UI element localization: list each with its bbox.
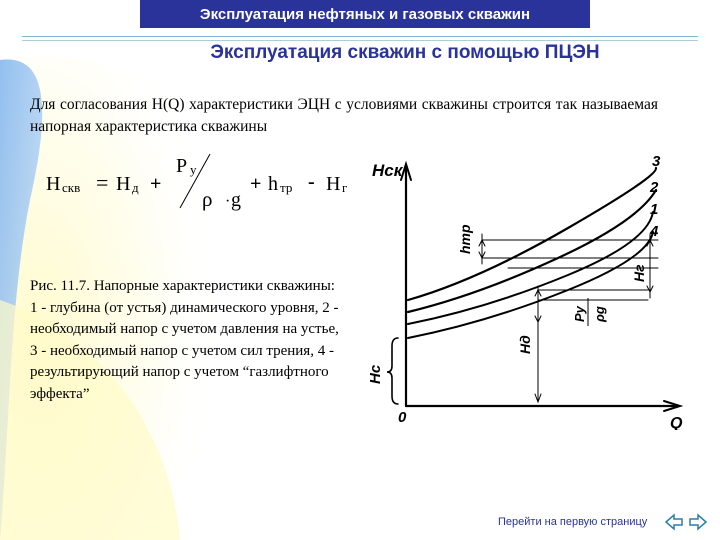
curve-4-label: 4 (650, 223, 659, 240)
next-arrow-icon[interactable] (690, 515, 706, 529)
prev-arrow-icon[interactable] (666, 515, 682, 529)
formula-term-hd-sub: д (132, 180, 139, 195)
formula-numerator: P (176, 155, 188, 177)
header-bar (140, 0, 590, 28)
origin-label: 0 (398, 409, 407, 426)
curve-3 (408, 168, 659, 300)
divider-line (22, 36, 698, 37)
hg-label: Hг (631, 264, 647, 282)
hc-label: Hc (367, 364, 384, 384)
formula-denominator-g: g (231, 189, 241, 211)
formula-denominator-rho: ρ (202, 187, 213, 211)
hd-label: Hд (517, 335, 533, 354)
first-page-link[interactable]: Перейти на первую страницу (498, 516, 648, 528)
figure-caption (30, 276, 340, 405)
formula-term-htr-sub: тр (280, 180, 293, 195)
py-label: Pу (572, 306, 587, 322)
formula-lhs-sub: скв (62, 180, 81, 195)
slide-title: Эксплуатация скважин с помощью ПЦЭН (210, 42, 600, 63)
curve-3-label: 3 (652, 153, 661, 170)
formula-term-hg-sub: г (342, 180, 348, 195)
formula-term-htr: h (268, 173, 278, 195)
curve-2 (408, 190, 659, 312)
htr-label: hтр (457, 224, 473, 254)
formula-term-hd: H (116, 173, 131, 195)
brace-hc (387, 338, 398, 404)
curve-2-label: 2 (650, 179, 659, 196)
formula-equals: = (96, 170, 109, 195)
rhog-label: ρg (592, 306, 607, 322)
formula-plus-2: + (250, 173, 262, 195)
x-axis-label: Q (670, 415, 683, 430)
header-title: Эксплуатация нефтяных и газовых скважин (199, 5, 531, 23)
formula-minus: - (308, 171, 315, 193)
formula-lhs: H (46, 173, 61, 195)
formula-plus: + (150, 173, 162, 195)
nav-arrows (664, 512, 708, 532)
curve-1-label: 1 (650, 201, 659, 218)
caption-title: Рис. 11.7. Напорные характеристики скважины: (30, 278, 335, 294)
formula-denominator-dot: · (225, 193, 231, 210)
caption-legend: 1 - глубина (от устья) динамического уровня, 2 - необходимый напор с учетом давления на устье, 3 - необходимый напор с учетом сил трения, 4 - результирующий напор с учетом “газлифтного эффекта” (30, 299, 339, 402)
head-characteristics-diagram (358, 150, 698, 430)
divider-line-secondary (22, 40, 698, 41)
head-formula (40, 150, 370, 220)
y-axis-label: Hск (372, 161, 403, 180)
formula-term-hg: H (326, 173, 341, 195)
formula-numerator-sub: у (190, 162, 197, 177)
intro-text: Для согласования H(Q) характеристики ЭЦН с условиями скважины строится так называемая напорная характеристика скважины (30, 96, 658, 135)
